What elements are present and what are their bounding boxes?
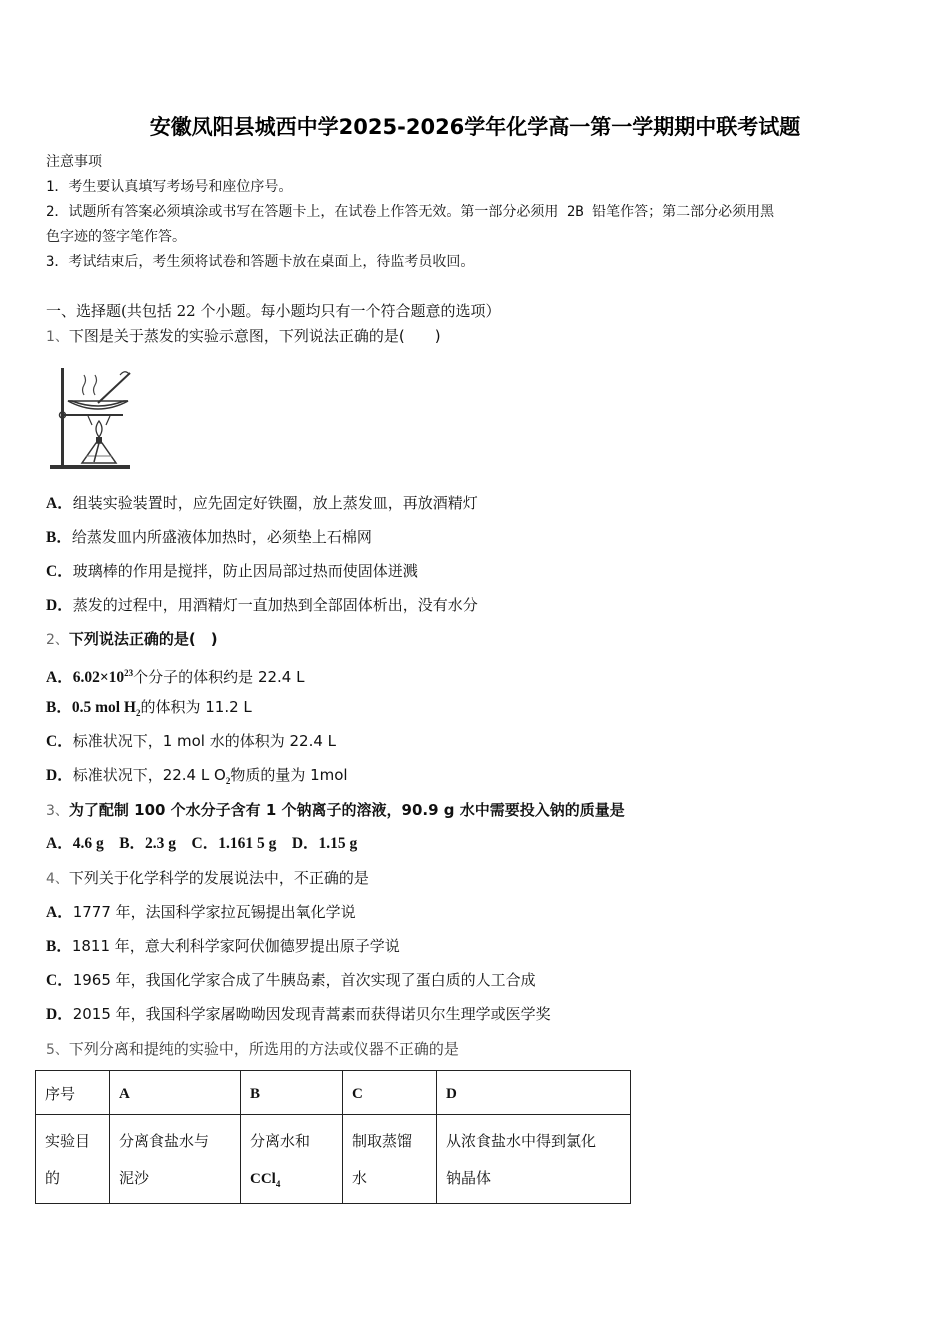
question-text: 为了配制 100 个水分子含有 1 个钠离子的溶液，90.9 g 水中需要投入钠的质量是 (68, 801, 625, 819)
question-4-option-a: A．1777 年，法国科学家拉瓦锡提出氧化学说 (46, 903, 356, 921)
question-1-option-d: D．蒸发的过程中，用酒精灯一直加热到全部固体析出，没有水分 (46, 596, 478, 614)
question-number: 2、 (46, 632, 69, 648)
question-text: 下列说法正确的是( ) (68, 630, 218, 648)
question-2-option-b: B．0.5 mol $H_2$的体积为 11.2 L (46, 698, 252, 719)
question-number: 3、 (46, 803, 69, 819)
question-number: 5、 (46, 1042, 69, 1058)
question-number: 4、 (46, 871, 69, 887)
notice-item-1: 1．考生要认真填写考场号和座位序号。 (46, 179, 293, 195)
question-1-option-b: B．给蒸发皿内所盛液体加热时，必须垫上石棉网 (46, 528, 372, 546)
table-header-row (36, 1071, 631, 1115)
question-4-stem (46, 868, 369, 889)
question-3-options: A．4.6 g B．2.3 g C．1.161 5 g D．1.15 g (46, 835, 358, 852)
notice-item-3: 3．考试结束后，考生须将试卷和答题卡放在桌面上，待监考员收回。 (46, 254, 475, 270)
question-4-option-b: B．1811 年，意大利科学家阿伏伽德罗提出原子学说 (46, 937, 400, 955)
table-cell: 分离食盐水与 泥沙 (110, 1115, 241, 1204)
page-title: 安徽凤阳县城西中学2025-2026学年化学高一第一学期期中联考试题 (149, 115, 801, 139)
question-5-stem (46, 1039, 459, 1060)
question-text: 下图是关于蒸发的实验示意图，下列说法正确的是( ) (68, 327, 441, 345)
evaporation-apparatus-figure (48, 365, 136, 473)
table-header-cell: B (241, 1071, 343, 1115)
question-1-option-a: A．组装实验装置时，应先固定好铁圈，放上蒸发皿，再放酒精灯 (46, 494, 478, 512)
question-1-option-c: C．玻璃棒的作用是搅拌，防止因局部过热而使固体迸溅 (46, 562, 418, 580)
table-header-cell: C (343, 1071, 437, 1115)
notice-heading: 注意事项 (46, 154, 102, 170)
question-2-option-d: D．标准状况下，22.4 L $O_2$物质的量为 1mol (46, 766, 348, 787)
question-3-stem (46, 800, 625, 821)
question-1-stem (46, 326, 441, 347)
question-2-option-c: C．标准状况下，1 mol 水的体积为 22.4 L (46, 732, 337, 750)
section-heading: 一、选择题(共包括 22 个小题。每小题均只有一个符合题意的选项） (46, 302, 501, 320)
table-cell: 从浓食盐水中得到氯化 钠晶体 (437, 1115, 631, 1204)
table-header-cell: 序号 (36, 1071, 110, 1115)
question-number: 1、 (46, 329, 69, 345)
question-text: 下列关于化学科学的发展说法中，不正确的是 (68, 869, 369, 887)
question-2-option-a: A．$6.02\times 10^{23}$个分子的体积约是 22.4 L (46, 668, 305, 687)
table-cell: 制取蒸馏 水 (343, 1115, 437, 1204)
table-header-cell: D (437, 1071, 631, 1115)
table-header-cell: A (110, 1071, 241, 1115)
table-cell: 分离水和 CCl$_4$ (241, 1115, 343, 1204)
question-4-option-d: D．2015 年，我国科学家屠呦呦因发现青蒿素而获得诺贝尔生理学或医学奖 (46, 1005, 551, 1023)
question-2-stem (46, 629, 218, 650)
table-row (36, 1115, 631, 1204)
question-text: 下列分离和提纯的实验中，所选用的方法或仪器不正确的是 (68, 1040, 459, 1058)
question-5-table (35, 1070, 631, 1204)
notice-item-2-cont: 色字迹的签字笔作答。 (46, 229, 186, 245)
question-4-option-c: C．1965 年，我国化学家合成了牛胰岛素，首次实现了蛋白质的人工合成 (46, 971, 536, 989)
table-cell: 实验目 的 (36, 1115, 110, 1204)
notice-item-2: 2．试题所有答案必须填涂或书写在答题卡上，在试卷上作答无效。第一部分必须用 2B 铅笔作答；第二部分必须用黑 (46, 204, 775, 220)
